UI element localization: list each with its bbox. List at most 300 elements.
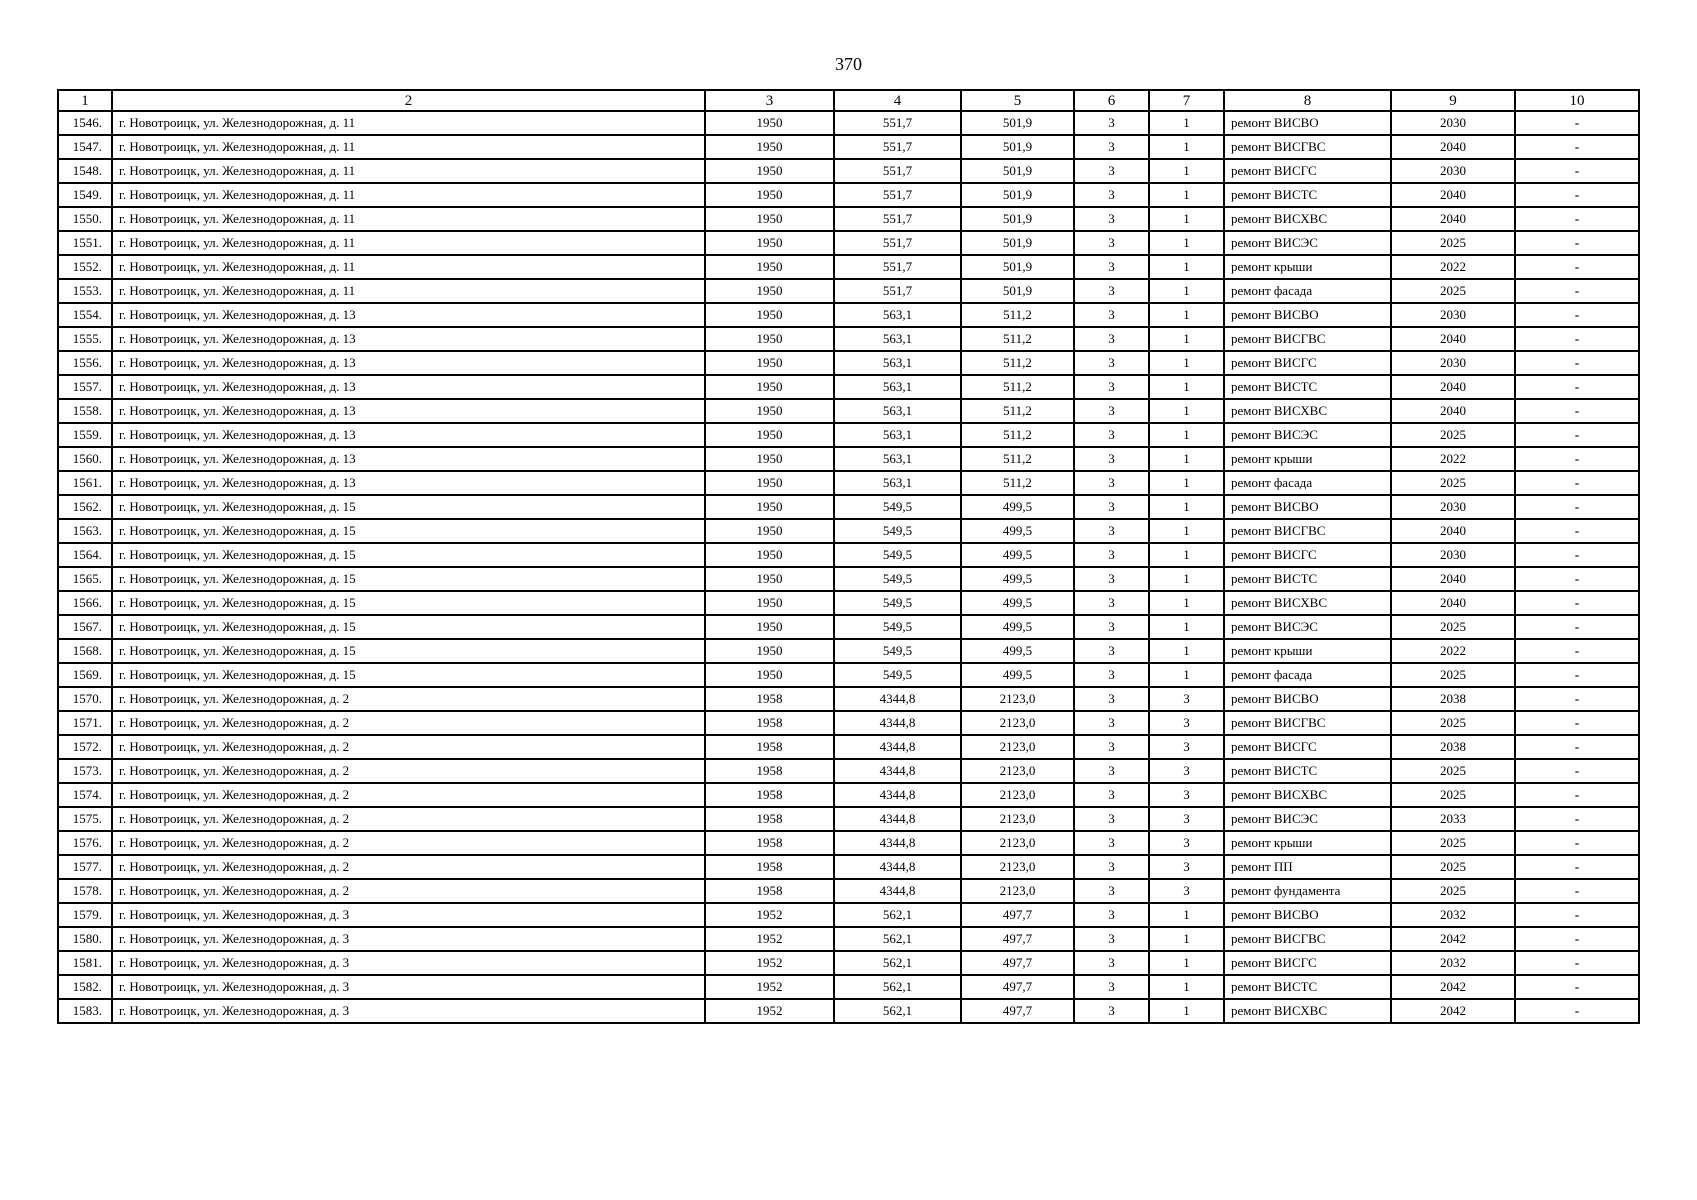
total-area-cell: 563,1 bbox=[834, 351, 961, 375]
living-area-cell: 499,5 bbox=[961, 639, 1074, 663]
living-area-cell: 2123,0 bbox=[961, 711, 1074, 735]
floors-cell: 3 bbox=[1074, 351, 1149, 375]
planned-year-cell: 2040 bbox=[1391, 183, 1515, 207]
table-row bbox=[58, 639, 1639, 663]
column-header: 2 bbox=[112, 90, 705, 111]
year-cell: 1950 bbox=[705, 639, 834, 663]
year-cell: 1952 bbox=[705, 927, 834, 951]
work-type-cell: ремонт ВИСХВС bbox=[1224, 783, 1391, 807]
work-type-cell: ремонт фасада bbox=[1224, 471, 1391, 495]
table-row bbox=[58, 999, 1639, 1023]
address-cell: г. Новотроицк, ул. Железнодорожная, д. 3 bbox=[112, 975, 705, 999]
living-area-cell: 501,9 bbox=[961, 183, 1074, 207]
table-row bbox=[58, 351, 1639, 375]
table-row bbox=[58, 759, 1639, 783]
work-type-cell: ремонт фасада bbox=[1224, 663, 1391, 687]
entrances-cell: 1 bbox=[1149, 975, 1224, 999]
row-number: 1581. bbox=[58, 951, 112, 975]
planned-year-cell: 2025 bbox=[1391, 879, 1515, 903]
total-area-cell: 562,1 bbox=[834, 999, 961, 1023]
floors-cell: 3 bbox=[1074, 207, 1149, 231]
total-area-cell: 551,7 bbox=[834, 231, 961, 255]
work-type-cell: ремонт ВИСТС bbox=[1224, 759, 1391, 783]
living-area-cell: 511,2 bbox=[961, 303, 1074, 327]
address-cell: г. Новотроицк, ул. Железнодорожная, д. 2 bbox=[112, 807, 705, 831]
work-type-cell: ремонт фундамента bbox=[1224, 879, 1391, 903]
table-row bbox=[58, 183, 1639, 207]
year-cell: 1950 bbox=[705, 399, 834, 423]
year-cell: 1958 bbox=[705, 855, 834, 879]
floors-cell: 3 bbox=[1074, 447, 1149, 471]
planned-year-cell: 2040 bbox=[1391, 567, 1515, 591]
entrances-cell: 1 bbox=[1149, 159, 1224, 183]
row-number: 1572. bbox=[58, 735, 112, 759]
note-cell: - bbox=[1515, 927, 1639, 951]
entrances-cell: 1 bbox=[1149, 255, 1224, 279]
planned-year-cell: 2030 bbox=[1391, 111, 1515, 135]
floors-cell: 3 bbox=[1074, 855, 1149, 879]
entrances-cell: 3 bbox=[1149, 759, 1224, 783]
table-row bbox=[58, 879, 1639, 903]
year-cell: 1958 bbox=[705, 687, 834, 711]
row-number: 1562. bbox=[58, 495, 112, 519]
table-row bbox=[58, 111, 1639, 135]
work-type-cell: ремонт ВИСГВС bbox=[1224, 927, 1391, 951]
row-number: 1583. bbox=[58, 999, 112, 1023]
header-row bbox=[58, 90, 1639, 111]
entrances-cell: 1 bbox=[1149, 111, 1224, 135]
note-cell: - bbox=[1515, 591, 1639, 615]
note-cell: - bbox=[1515, 111, 1639, 135]
column-header: 4 bbox=[834, 90, 961, 111]
floors-cell: 3 bbox=[1074, 903, 1149, 927]
table-row bbox=[58, 951, 1639, 975]
planned-year-cell: 2022 bbox=[1391, 639, 1515, 663]
planned-year-cell: 2030 bbox=[1391, 351, 1515, 375]
floors-cell: 3 bbox=[1074, 831, 1149, 855]
living-area-cell: 511,2 bbox=[961, 447, 1074, 471]
year-cell: 1950 bbox=[705, 615, 834, 639]
year-cell: 1950 bbox=[705, 567, 834, 591]
work-type-cell: ремонт ВИСТС bbox=[1224, 183, 1391, 207]
table-row bbox=[58, 543, 1639, 567]
note-cell: - bbox=[1515, 399, 1639, 423]
work-type-cell: ремонт ВИСТС bbox=[1224, 375, 1391, 399]
year-cell: 1958 bbox=[705, 735, 834, 759]
year-cell: 1958 bbox=[705, 831, 834, 855]
year-cell: 1950 bbox=[705, 135, 834, 159]
total-area-cell: 563,1 bbox=[834, 447, 961, 471]
planned-year-cell: 2042 bbox=[1391, 975, 1515, 999]
row-number: 1548. bbox=[58, 159, 112, 183]
year-cell: 1958 bbox=[705, 759, 834, 783]
living-area-cell: 511,2 bbox=[961, 351, 1074, 375]
work-type-cell: ремонт крыши bbox=[1224, 831, 1391, 855]
floors-cell: 3 bbox=[1074, 591, 1149, 615]
living-area-cell: 497,7 bbox=[961, 903, 1074, 927]
living-area-cell: 501,9 bbox=[961, 255, 1074, 279]
table-row bbox=[58, 903, 1639, 927]
year-cell: 1958 bbox=[705, 879, 834, 903]
table-row bbox=[58, 975, 1639, 999]
work-type-cell: ремонт ВИСХВС bbox=[1224, 207, 1391, 231]
entrances-cell: 3 bbox=[1149, 735, 1224, 759]
note-cell: - bbox=[1515, 831, 1639, 855]
planned-year-cell: 2042 bbox=[1391, 927, 1515, 951]
living-area-cell: 499,5 bbox=[961, 663, 1074, 687]
total-area-cell: 551,7 bbox=[834, 183, 961, 207]
living-area-cell: 2123,0 bbox=[961, 807, 1074, 831]
address-cell: г. Новотроицк, ул. Железнодорожная, д. 2 bbox=[112, 711, 705, 735]
planned-year-cell: 2038 bbox=[1391, 735, 1515, 759]
address-cell: г. Новотроицк, ул. Железнодорожная, д. 2 bbox=[112, 759, 705, 783]
planned-year-cell: 2030 bbox=[1391, 303, 1515, 327]
planned-year-cell: 2040 bbox=[1391, 327, 1515, 351]
entrances-cell: 1 bbox=[1149, 543, 1224, 567]
row-number: 1555. bbox=[58, 327, 112, 351]
planned-year-cell: 2030 bbox=[1391, 543, 1515, 567]
total-area-cell: 562,1 bbox=[834, 975, 961, 999]
entrances-cell: 1 bbox=[1149, 423, 1224, 447]
total-area-cell: 549,5 bbox=[834, 663, 961, 687]
floors-cell: 3 bbox=[1074, 519, 1149, 543]
living-area-cell: 511,2 bbox=[961, 399, 1074, 423]
row-number: 1564. bbox=[58, 543, 112, 567]
repair-schedule-table bbox=[57, 89, 1640, 1024]
living-area-cell: 511,2 bbox=[961, 327, 1074, 351]
address-cell: г. Новотроицк, ул. Железнодорожная, д. 2 bbox=[112, 783, 705, 807]
total-area-cell: 4344,8 bbox=[834, 831, 961, 855]
table-row bbox=[58, 831, 1639, 855]
living-area-cell: 2123,0 bbox=[961, 879, 1074, 903]
table-row bbox=[58, 687, 1639, 711]
note-cell: - bbox=[1515, 351, 1639, 375]
table-row bbox=[58, 735, 1639, 759]
row-number: 1567. bbox=[58, 615, 112, 639]
total-area-cell: 4344,8 bbox=[834, 783, 961, 807]
entrances-cell: 1 bbox=[1149, 303, 1224, 327]
entrances-cell: 1 bbox=[1149, 663, 1224, 687]
note-cell: - bbox=[1515, 447, 1639, 471]
note-cell: - bbox=[1515, 567, 1639, 591]
note-cell: - bbox=[1515, 687, 1639, 711]
floors-cell: 3 bbox=[1074, 399, 1149, 423]
row-number: 1546. bbox=[58, 111, 112, 135]
entrances-cell: 3 bbox=[1149, 855, 1224, 879]
floors-cell: 3 bbox=[1074, 543, 1149, 567]
address-cell: г. Новотроицк, ул. Железнодорожная, д. 15 bbox=[112, 519, 705, 543]
planned-year-cell: 2040 bbox=[1391, 519, 1515, 543]
year-cell: 1950 bbox=[705, 591, 834, 615]
work-type-cell: ремонт ВИСГВС bbox=[1224, 519, 1391, 543]
work-type-cell: ремонт ВИСГВС bbox=[1224, 711, 1391, 735]
address-cell: г. Новотроицк, ул. Железнодорожная, д. 11 bbox=[112, 183, 705, 207]
note-cell: - bbox=[1515, 327, 1639, 351]
entrances-cell: 1 bbox=[1149, 591, 1224, 615]
entrances-cell: 3 bbox=[1149, 831, 1224, 855]
planned-year-cell: 2038 bbox=[1391, 687, 1515, 711]
row-number: 1547. bbox=[58, 135, 112, 159]
address-cell: г. Новотроицк, ул. Железнодорожная, д. 11 bbox=[112, 207, 705, 231]
living-area-cell: 511,2 bbox=[961, 375, 1074, 399]
row-number: 1559. bbox=[58, 423, 112, 447]
note-cell: - bbox=[1515, 663, 1639, 687]
note-cell: - bbox=[1515, 879, 1639, 903]
floors-cell: 3 bbox=[1074, 783, 1149, 807]
address-cell: г. Новотроицк, ул. Железнодорожная, д. 11 bbox=[112, 159, 705, 183]
entrances-cell: 1 bbox=[1149, 903, 1224, 927]
year-cell: 1950 bbox=[705, 471, 834, 495]
work-type-cell: ремонт ВИСГВС bbox=[1224, 135, 1391, 159]
address-cell: г. Новотроицк, ул. Железнодорожная, д. 15 bbox=[112, 567, 705, 591]
table-row bbox=[58, 663, 1639, 687]
row-number: 1565. bbox=[58, 567, 112, 591]
total-area-cell: 551,7 bbox=[834, 135, 961, 159]
table-row bbox=[58, 303, 1639, 327]
row-number: 1571. bbox=[58, 711, 112, 735]
note-cell: - bbox=[1515, 903, 1639, 927]
note-cell: - bbox=[1515, 375, 1639, 399]
living-area-cell: 511,2 bbox=[961, 471, 1074, 495]
entrances-cell: 1 bbox=[1149, 375, 1224, 399]
table-row bbox=[58, 231, 1639, 255]
year-cell: 1952 bbox=[705, 999, 834, 1023]
work-type-cell: ремонт ВИСГВС bbox=[1224, 327, 1391, 351]
year-cell: 1950 bbox=[705, 327, 834, 351]
year-cell: 1950 bbox=[705, 183, 834, 207]
column-header: 6 bbox=[1074, 90, 1149, 111]
row-number: 1582. bbox=[58, 975, 112, 999]
living-area-cell: 511,2 bbox=[961, 423, 1074, 447]
planned-year-cell: 2025 bbox=[1391, 471, 1515, 495]
year-cell: 1950 bbox=[705, 663, 834, 687]
note-cell: - bbox=[1515, 951, 1639, 975]
entrances-cell: 3 bbox=[1149, 807, 1224, 831]
note-cell: - bbox=[1515, 495, 1639, 519]
note-cell: - bbox=[1515, 231, 1639, 255]
floors-cell: 3 bbox=[1074, 423, 1149, 447]
address-cell: г. Новотроицк, ул. Железнодорожная, д. 3 bbox=[112, 999, 705, 1023]
table-row bbox=[58, 711, 1639, 735]
table-row bbox=[58, 807, 1639, 831]
planned-year-cell: 2040 bbox=[1391, 135, 1515, 159]
floors-cell: 3 bbox=[1074, 495, 1149, 519]
total-area-cell: 563,1 bbox=[834, 375, 961, 399]
floors-cell: 3 bbox=[1074, 183, 1149, 207]
planned-year-cell: 2025 bbox=[1391, 759, 1515, 783]
address-cell: г. Новотроицк, ул. Железнодорожная, д. 15 bbox=[112, 639, 705, 663]
floors-cell: 3 bbox=[1074, 711, 1149, 735]
row-number: 1578. bbox=[58, 879, 112, 903]
living-area-cell: 499,5 bbox=[961, 567, 1074, 591]
total-area-cell: 551,7 bbox=[834, 159, 961, 183]
floors-cell: 3 bbox=[1074, 375, 1149, 399]
address-cell: г. Новотроицк, ул. Железнодорожная, д. 2 bbox=[112, 831, 705, 855]
planned-year-cell: 2030 bbox=[1391, 159, 1515, 183]
floors-cell: 3 bbox=[1074, 255, 1149, 279]
work-type-cell: ремонт ВИСЭС bbox=[1224, 615, 1391, 639]
total-area-cell: 551,7 bbox=[834, 279, 961, 303]
work-type-cell: ремонт ВИСХВС bbox=[1224, 591, 1391, 615]
note-cell: - bbox=[1515, 639, 1639, 663]
column-header: 9 bbox=[1391, 90, 1515, 111]
row-number: 1566. bbox=[58, 591, 112, 615]
row-number: 1556. bbox=[58, 351, 112, 375]
total-area-cell: 562,1 bbox=[834, 903, 961, 927]
note-cell: - bbox=[1515, 615, 1639, 639]
entrances-cell: 1 bbox=[1149, 279, 1224, 303]
work-type-cell: ремонт ВИСЭС bbox=[1224, 423, 1391, 447]
living-area-cell: 501,9 bbox=[961, 159, 1074, 183]
planned-year-cell: 2040 bbox=[1391, 399, 1515, 423]
living-area-cell: 501,9 bbox=[961, 231, 1074, 255]
year-cell: 1950 bbox=[705, 111, 834, 135]
address-cell: г. Новотроицк, ул. Железнодорожная, д. 11 bbox=[112, 135, 705, 159]
address-cell: г. Новотроицк, ул. Железнодорожная, д. 13 bbox=[112, 375, 705, 399]
work-type-cell: ремонт фасада bbox=[1224, 279, 1391, 303]
row-number: 1560. bbox=[58, 447, 112, 471]
entrances-cell: 1 bbox=[1149, 999, 1224, 1023]
planned-year-cell: 2042 bbox=[1391, 999, 1515, 1023]
work-type-cell: ремонт ВИСГС bbox=[1224, 159, 1391, 183]
entrances-cell: 1 bbox=[1149, 183, 1224, 207]
table-row bbox=[58, 255, 1639, 279]
floors-cell: 3 bbox=[1074, 159, 1149, 183]
table-row bbox=[58, 159, 1639, 183]
entrances-cell: 1 bbox=[1149, 399, 1224, 423]
total-area-cell: 4344,8 bbox=[834, 687, 961, 711]
planned-year-cell: 2033 bbox=[1391, 807, 1515, 831]
living-area-cell: 501,9 bbox=[961, 135, 1074, 159]
column-header: 8 bbox=[1224, 90, 1391, 111]
entrances-cell: 1 bbox=[1149, 471, 1224, 495]
entrances-cell: 1 bbox=[1149, 231, 1224, 255]
planned-year-cell: 2025 bbox=[1391, 711, 1515, 735]
entrances-cell: 1 bbox=[1149, 927, 1224, 951]
planned-year-cell: 2025 bbox=[1391, 279, 1515, 303]
year-cell: 1950 bbox=[705, 303, 834, 327]
total-area-cell: 551,7 bbox=[834, 255, 961, 279]
address-cell: г. Новотроицк, ул. Железнодорожная, д. 3 bbox=[112, 951, 705, 975]
note-cell: - bbox=[1515, 999, 1639, 1023]
living-area-cell: 501,9 bbox=[961, 111, 1074, 135]
address-cell: г. Новотроицк, ул. Железнодорожная, д. 11 bbox=[112, 111, 705, 135]
total-area-cell: 549,5 bbox=[834, 615, 961, 639]
note-cell: - bbox=[1515, 471, 1639, 495]
floors-cell: 3 bbox=[1074, 639, 1149, 663]
row-number: 1551. bbox=[58, 231, 112, 255]
row-number: 1568. bbox=[58, 639, 112, 663]
column-header: 5 bbox=[961, 90, 1074, 111]
note-cell: - bbox=[1515, 783, 1639, 807]
table-row bbox=[58, 927, 1639, 951]
planned-year-cell: 2032 bbox=[1391, 903, 1515, 927]
row-number: 1557. bbox=[58, 375, 112, 399]
floors-cell: 3 bbox=[1074, 807, 1149, 831]
year-cell: 1958 bbox=[705, 711, 834, 735]
floors-cell: 3 bbox=[1074, 879, 1149, 903]
work-type-cell: ремонт крыши bbox=[1224, 255, 1391, 279]
entrances-cell: 3 bbox=[1149, 687, 1224, 711]
entrances-cell: 1 bbox=[1149, 495, 1224, 519]
living-area-cell: 2123,0 bbox=[961, 783, 1074, 807]
table-row bbox=[58, 423, 1639, 447]
address-cell: г. Новотроицк, ул. Железнодорожная, д. 15 bbox=[112, 663, 705, 687]
total-area-cell: 549,5 bbox=[834, 543, 961, 567]
living-area-cell: 2123,0 bbox=[961, 735, 1074, 759]
total-area-cell: 551,7 bbox=[834, 111, 961, 135]
living-area-cell: 2123,0 bbox=[961, 687, 1074, 711]
year-cell: 1950 bbox=[705, 351, 834, 375]
note-cell: - bbox=[1515, 519, 1639, 543]
total-area-cell: 563,1 bbox=[834, 423, 961, 447]
table-row bbox=[58, 399, 1639, 423]
address-cell: г. Новотроицк, ул. Железнодорожная, д. 2 bbox=[112, 879, 705, 903]
row-number: 1577. bbox=[58, 855, 112, 879]
address-cell: г. Новотроицк, ул. Железнодорожная, д. 2 bbox=[112, 855, 705, 879]
total-area-cell: 4344,8 bbox=[834, 711, 961, 735]
year-cell: 1958 bbox=[705, 783, 834, 807]
total-area-cell: 4344,8 bbox=[834, 807, 961, 831]
total-area-cell: 563,1 bbox=[834, 303, 961, 327]
row-number: 1554. bbox=[58, 303, 112, 327]
work-type-cell: ремонт ВИСТС bbox=[1224, 567, 1391, 591]
planned-year-cell: 2025 bbox=[1391, 831, 1515, 855]
total-area-cell: 4344,8 bbox=[834, 855, 961, 879]
address-cell: г. Новотроицк, ул. Железнодорожная, д. 13 bbox=[112, 471, 705, 495]
total-area-cell: 4344,8 bbox=[834, 879, 961, 903]
table-row bbox=[58, 471, 1639, 495]
planned-year-cell: 2025 bbox=[1391, 663, 1515, 687]
work-type-cell: ремонт ВИСГС bbox=[1224, 735, 1391, 759]
address-cell: г. Новотроицк, ул. Железнодорожная, д. 15 bbox=[112, 615, 705, 639]
planned-year-cell: 2032 bbox=[1391, 951, 1515, 975]
entrances-cell: 1 bbox=[1149, 327, 1224, 351]
living-area-cell: 2123,0 bbox=[961, 831, 1074, 855]
row-number: 1563. bbox=[58, 519, 112, 543]
floors-cell: 3 bbox=[1074, 615, 1149, 639]
entrances-cell: 1 bbox=[1149, 447, 1224, 471]
row-number: 1580. bbox=[58, 927, 112, 951]
row-number: 1561. bbox=[58, 471, 112, 495]
address-cell: г. Новотроицк, ул. Железнодорожная, д. 13 bbox=[112, 327, 705, 351]
note-cell: - bbox=[1515, 975, 1639, 999]
year-cell: 1950 bbox=[705, 159, 834, 183]
total-area-cell: 4344,8 bbox=[834, 759, 961, 783]
work-type-cell: ремонт ВИСВО bbox=[1224, 495, 1391, 519]
total-area-cell: 549,5 bbox=[834, 639, 961, 663]
table-row bbox=[58, 855, 1639, 879]
living-area-cell: 499,5 bbox=[961, 495, 1074, 519]
work-type-cell: ремонт ВИСГС bbox=[1224, 951, 1391, 975]
address-cell: г. Новотроицк, ул. Железнодорожная, д. 15 bbox=[112, 543, 705, 567]
note-cell: - bbox=[1515, 159, 1639, 183]
living-area-cell: 501,9 bbox=[961, 207, 1074, 231]
planned-year-cell: 2025 bbox=[1391, 855, 1515, 879]
row-number: 1574. bbox=[58, 783, 112, 807]
row-number: 1575. bbox=[58, 807, 112, 831]
work-type-cell: ремонт крыши bbox=[1224, 639, 1391, 663]
table-row bbox=[58, 519, 1639, 543]
total-area-cell: 549,5 bbox=[834, 591, 961, 615]
work-type-cell: ремонт ВИСВО bbox=[1224, 111, 1391, 135]
row-number: 1549. bbox=[58, 183, 112, 207]
address-cell: г. Новотроицк, ул. Железнодорожная, д. 3 bbox=[112, 903, 705, 927]
row-number: 1579. bbox=[58, 903, 112, 927]
year-cell: 1950 bbox=[705, 255, 834, 279]
year-cell: 1958 bbox=[705, 807, 834, 831]
year-cell: 1950 bbox=[705, 447, 834, 471]
